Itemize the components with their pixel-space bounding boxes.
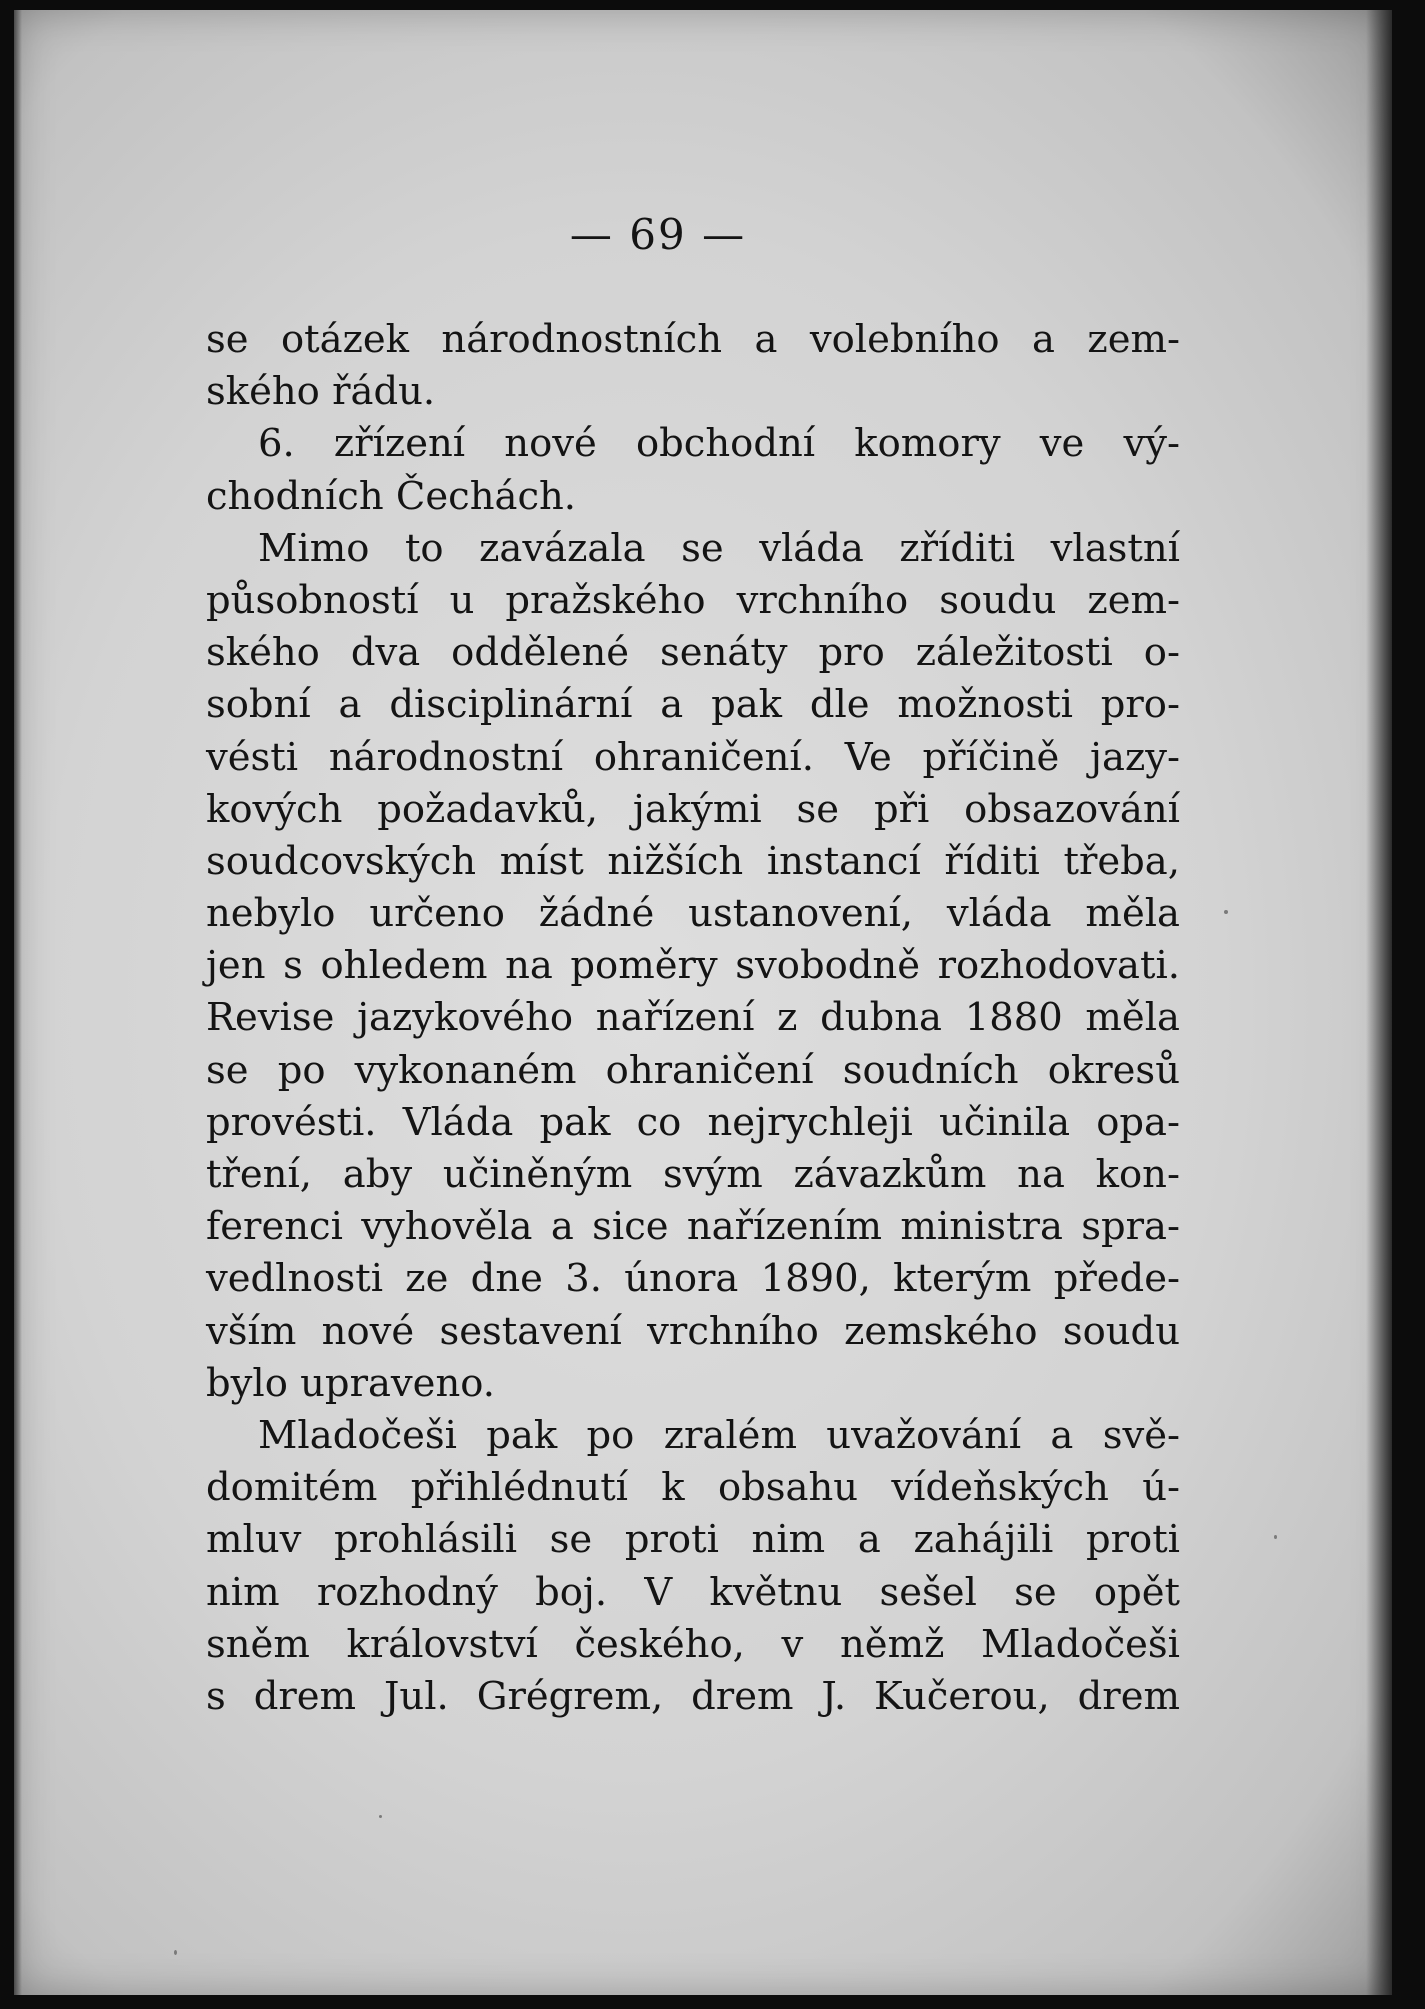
text-line: vésti národnostní ohraničení. Ve příčině jazy- — [206, 734, 1180, 780]
text-line: kových požadavků, jakými se při obsazování — [206, 786, 1180, 832]
text-line: mluv prohlásili se proti nim a zahájili proti — [206, 1517, 1180, 1563]
text-line: tření, aby učiněným svým závazkům na kon- — [206, 1152, 1180, 1197]
text-line: chodních Čechách. — [206, 473, 577, 519]
text-line: sobní a disciplinární a pak dle možnosti pro- — [206, 682, 1180, 728]
page-number: — 69 — — [569, 210, 747, 259]
paper-speck — [1224, 910, 1228, 914]
text-line: vším nové sestavení vrchního zemského soudu — [206, 1308, 1180, 1354]
paper-speck — [174, 1950, 177, 1955]
text-line: jen s ohledem na poměry svobodně rozhodovati. — [206, 943, 1180, 989]
text-line: se po vykonaném ohraničení soudních okresů — [206, 1047, 1180, 1093]
page-right-edge — [1366, 10, 1392, 1995]
text-line: sněm království českého, v němž Mladočeši — [206, 1621, 1180, 1667]
text-line: ského řádu. — [206, 369, 436, 415]
text-line: ferenci vyhověla a sice nařízením ministra spra- — [206, 1204, 1180, 1250]
page-left-edge — [14, 10, 22, 1995]
text-line: nim rozhodný boj. V květnu sešel se opět — [206, 1569, 1180, 1615]
text-line: Mladočeši pak po zralém uvažování a svě- — [258, 1412, 1180, 1458]
text-line: Mimo to zavázala se vláda zříditi vlastní — [258, 525, 1180, 571]
text-line: Revise jazykového nařízení z dubna 1880 měla — [206, 995, 1180, 1041]
body-text — [206, 314, 1180, 1723]
text-line: s drem Jul. Grégrem, drem J. Kučerou, drem — [206, 1673, 1180, 1719]
text-line: bylo upraveno. — [206, 1360, 495, 1406]
text-line: nebylo určeno žádné ustanovení, vláda měla — [206, 891, 1180, 937]
paper-speck — [1274, 1535, 1277, 1539]
text-line: provésti. Vláda pak co nejrychleji učinila opa- — [206, 1099, 1180, 1145]
paper-speck — [379, 1815, 382, 1818]
text-line: 6. zřízení nové obchodní komory ve vý- — [258, 421, 1180, 467]
text-line: se otázek národnostních a volebního a zem- — [206, 317, 1180, 362]
text-line: působností u pražského vrchního soudu zem- — [206, 577, 1180, 623]
book-page — [14, 10, 1392, 1995]
text-line: domitém přihlédnutí k obsahu vídeňských ú- — [206, 1465, 1180, 1511]
text-line: vedlnosti ze dne 3. února 1890, kterým přede- — [206, 1256, 1180, 1302]
text-line: ského dva oddělené senáty pro záležitosti o- — [206, 630, 1180, 676]
text-line: soudcovských míst nižších instancí říditi třeba, — [206, 838, 1180, 884]
